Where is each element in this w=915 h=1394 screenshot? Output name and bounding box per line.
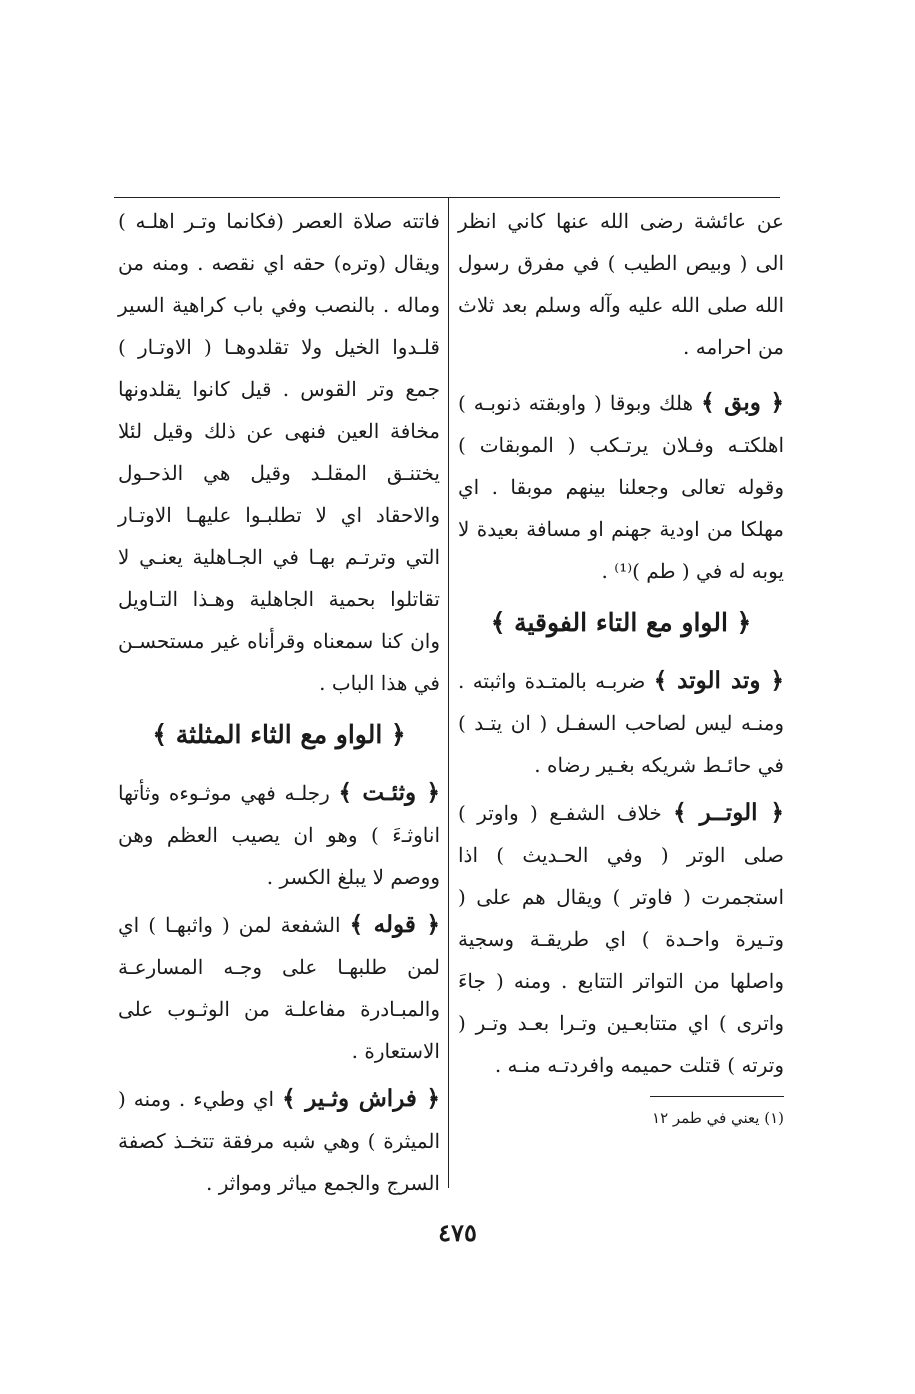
entry-keyword: ﴿ قوله ﴾ (349, 911, 440, 938)
top-rule (114, 197, 780, 198)
footnote-rule (650, 1096, 784, 1097)
entry-keyword: ﴿ فراش وثـير ﴾ (282, 1085, 440, 1112)
paragraph-witr-continued: فاتته صلاة العصر (فكانما وتـر اهلـه ) ويقال (وتره) حقه اي نقصه . ومنه من وماله . بالنصب وفي باب كراهية السير قلـدوا الخيل ولا تقلدوهـا ( الاوتـار ) جمع وتر القوس . قيل كانوا يقلدونها مخافة العين فنهى عن ذلك وقيل لئلا يختنـق المقلـد وقيل هي الذحـول والاحقاد اي لا تطلبـوا عليهـا الاوتـار التي وترتـم بهـا في الجـاهلية يعنـي لا تقاتلوا بحمية الجاهلية وهـذا التـاويل وان كنا سمعناه وقرأناه غير مستحسـن في هذا الباب . (118, 209, 440, 695)
entry-keyword: ﴿ وبق ﴾ (701, 389, 784, 416)
paragraph-aisha-hadith: عن عائشة رضى الله عنها كاني انظر الى ( وبيص الطيب ) في مفرق رسول الله صلى الله عليه وآله وسلم بعد ثلاث من احرامه . (458, 209, 784, 359)
entry-keyword: ﴿ الوتــر ﴾ (673, 799, 784, 826)
entry-keyword: ﴿ وتد الوتد ﴾ (653, 667, 784, 694)
section-heading-waw-ta: ﴿ الواو مع التاء الفوقية ﴾ (490, 608, 752, 637)
paragraph-firash-wathir: ﴿ فراش وثـير ﴾ اي وطيء . ومنه ( الميثرة ) وهي شبه مرفقة تتخـذ كصفة السرج والجمع مياثر ومواثر . (118, 1085, 440, 1195)
section-heading-waw-tha: ﴿ الواو مع الثاء المثلثة ﴾ (152, 720, 406, 749)
page-number: ٤٧٥ (438, 1218, 477, 1247)
footnote: (١) يعني في طمر ١٢ (652, 1109, 784, 1127)
paragraph-watad: ﴿ وتد الوتد ﴾ ضربـه بالمتـدة واثبته . ومنـه ليس لصاحب السفـل ( ان يتـد ) في حائـط شريكه بغـير رضاه . (458, 667, 784, 777)
entry-keyword: ﴿ وثئـت ﴾ (338, 779, 440, 806)
paragraph-qawluhu: ﴿ قوله ﴾ الشفعة لمن ( واثبهـا ) اي لمن طلبهـا على وجـه المسارعـة والمبـادرة مفاعلـة من الوثـوب على الاستعارة . (118, 911, 440, 1063)
column-divider (448, 198, 449, 1188)
paragraph-wabaqa: ﴿ وبق ﴾ هلك وبوقا ( واوبقته ذنوبـه ) اهلكتـه وفـلان يرتـكب ( الموبقات ) وقوله تعالى وجعلنا بينهم موبقا . اي مهلكا من اودية جهنم او مسافة بعيدة لا يوبه له في ( طم )⁽¹⁾ . (458, 389, 784, 583)
left-column (118, 200, 440, 1210)
right-column (458, 200, 784, 1131)
paragraph-witr: ﴿ الوتــر ﴾ خلاف الشفـع ( واوتر ) صلى الوتر ( وفي الحـديث ) اذا استجمرت ( فاوتر ) ويقال هم على ( وتـيرة واحـدة ) اي طريقـة وسجية واصلها من التواتر التتابع . ومنه ( جاءَ واترى ) اي متتابعـين وتـرا بعـد وتـر ( وترته ) قتلت حميمه وافردتـه منـه . (458, 799, 784, 1077)
paragraph-wuthi-at: ﴿ وثئـت ﴾ رجلـه فهي موثـوءه وثأتها اناوثـءَ ) وهو ان يصيب العظم وهن ووصم لا يبلغ الكسر . (118, 779, 440, 889)
